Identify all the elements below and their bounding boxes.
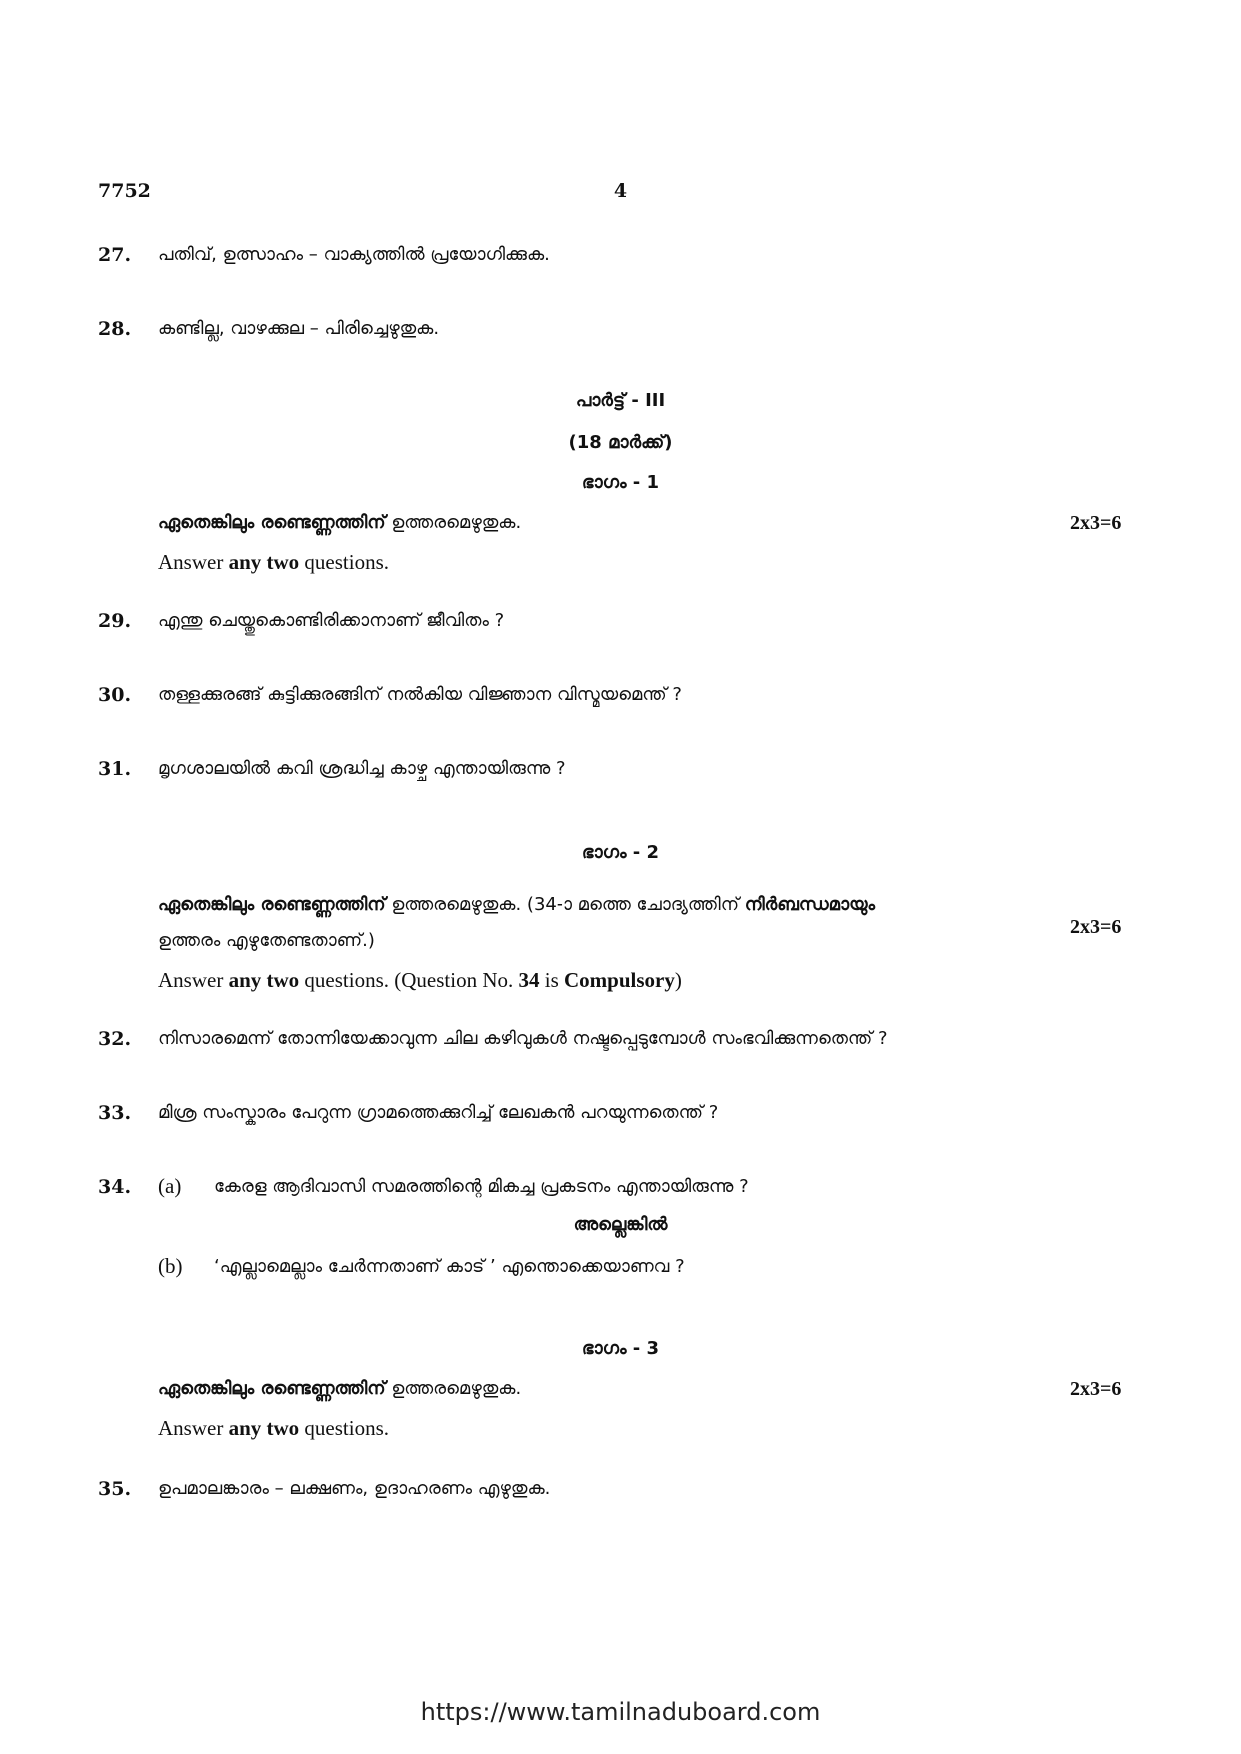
option-text: ‘എല്ലാമെല്ലാം ചേർന്നതാണ് കാട് ’ എന്തൊക്കെയാണവ ? — [214, 1256, 685, 1277]
or-separator: അല്ലെങ്കിൽ — [573, 1214, 668, 1235]
part-marks: (18 മാർക്ക്) — [568, 432, 673, 453]
part-title: പാർട്ട് - III — [575, 390, 666, 411]
section-marks: 2x3=6 — [1070, 1378, 1122, 1400]
section-marks: 2x3=6 — [1070, 512, 1122, 534]
instruction-part: questions. — [304, 550, 390, 574]
instruction-bold: ഏതെങ്കിലും രണ്ടെണ്ണത്തിന് — [158, 512, 386, 533]
question-text: മൃഗശാലയിൽ കവി ശ്രദ്ധിച്ച കാഴ്ച എന്തായിരുന്നു ? — [158, 758, 566, 779]
instruction-bold: ഏതെങ്കിലും രണ്ടെണ്ണത്തിന് — [158, 1378, 386, 1399]
section-title: ഭാഗം - 3 — [581, 1338, 660, 1359]
instruction-rest: ഉത്തരമെഴുതുക. (34-ാ മത്തെ ചോദ്യത്തിന് — [391, 894, 740, 915]
instruction-emphasis: 34 — [518, 968, 540, 992]
instruction-part: questions. — [304, 1416, 390, 1440]
instruction-part: Answer — [158, 968, 224, 992]
section-title: ഭാഗം - 2 — [581, 842, 660, 863]
page-number: 4 — [613, 180, 628, 202]
question-text: നിസാരമെന്ന് തോന്നിയേക്കാവുന്ന ചില കഴിവുകൾ നഷ്ടപ്പെടുമ്പോൾ സംഭവിക്കുന്നതെന്ത് ? — [158, 1028, 888, 1049]
option-label: (b) — [158, 1254, 183, 1278]
footer-url[interactable]: https://www.tamilnaduboard.com — [420, 1698, 821, 1726]
instruction-emphasis: any two — [228, 1416, 300, 1440]
instruction-emphasis: any two — [228, 968, 300, 992]
question-text: ഉപമാലങ്കാരം – ലക്ഷണം, ഉദാഹരണം എഴുതുക. — [158, 1478, 551, 1499]
question-number: 33. — [98, 1102, 132, 1124]
question-text: എന്തു ചെയ്തുകൊണ്ടിരിക്കാനാണ് ജീവിതം ? — [158, 610, 505, 631]
english-instruction — [158, 968, 682, 993]
question-number: 34. — [98, 1176, 132, 1198]
instruction-emphasis: any two — [228, 550, 300, 574]
option-label: (a) — [158, 1174, 182, 1198]
instruction-emphasis: Compulsory — [564, 968, 675, 992]
paper-code: 7752 — [98, 180, 151, 202]
question-number: 31. — [98, 758, 132, 780]
section-instruction — [158, 894, 875, 915]
question-text: മിശ്ര സംസ്കാരം പേറുന്ന ഗ്രാമത്തെക്കുറിച്ച് ലേഖകൻ പറയുന്നതെന്ത് ? — [158, 1102, 719, 1123]
instruction-part: ) — [674, 968, 682, 992]
instruction-part: Answer — [158, 550, 224, 574]
question-number: 32. — [98, 1028, 132, 1050]
question-number: 29. — [98, 610, 132, 632]
question-number: 30. — [98, 684, 132, 706]
instruction-part: is — [544, 968, 559, 992]
instruction-rest: ഉത്തരമെഴുതുക. — [391, 1378, 522, 1399]
question-text: പതിവ്, ഉത്സാഹം – വാക്യത്തിൽ പ്രയോഗിക്കുക. — [158, 244, 550, 265]
question-text: കണ്ടില്ല, വാഴക്കുല – പിരിച്ചെഴുതുക. — [158, 318, 440, 339]
instruction-bold: ഏതെങ്കിലും രണ്ടെണ്ണത്തിന് — [158, 894, 386, 915]
section-title: ഭാഗം - 1 — [581, 472, 660, 493]
instruction-part: Answer — [158, 1416, 224, 1440]
question-number: 35. — [98, 1478, 132, 1500]
english-instruction — [158, 1416, 389, 1441]
option-text: കേരള ആദിവാസി സമരത്തിന്റെ മികച്ച പ്രകടനം എന്തായിരുന്നു ? — [214, 1176, 749, 1197]
instruction-bold: നിർബന്ധമായും — [744, 894, 876, 915]
section-marks: 2x3=6 — [1070, 916, 1122, 938]
question-number: 28. — [98, 318, 132, 340]
question-text: തള്ളക്കുരങ്ങ് കുട്ടിക്കുരങ്ങിന് നൽകിയ വിജ്ഞാന വിസ്മയമെന്ത് ? — [158, 684, 682, 705]
section-instruction — [158, 1378, 521, 1399]
section-instruction-line2: ഉത്തരം എഴുതേണ്ടതാണ്.) — [158, 930, 375, 951]
instruction-rest: ഉത്തരമെഴുതുക. — [391, 512, 522, 533]
question-number: 27. — [98, 244, 132, 266]
english-instruction — [158, 550, 389, 575]
section-instruction — [158, 512, 521, 533]
instruction-part: questions. (Question No. — [304, 968, 514, 992]
